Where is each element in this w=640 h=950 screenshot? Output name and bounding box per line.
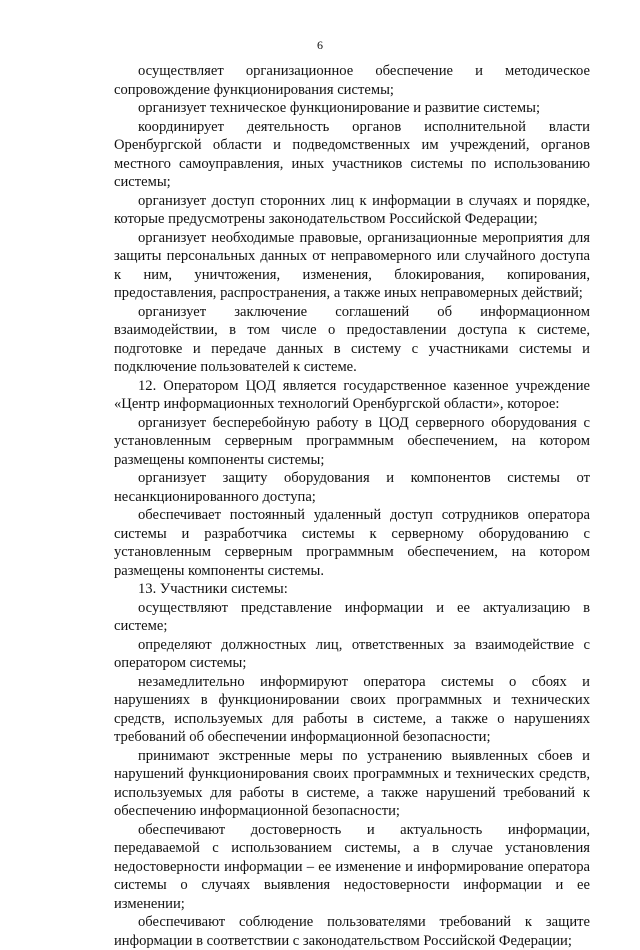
paragraph-14: незамедлительно информируют оператора системы о сбоях и нарушениях в функционировании своих программных и технических средств, используемых для работы в системе, а также о нарушениях требований об обеспечении информационной безопасности; <box>114 673 590 745</box>
paragraph-1: осуществляет организационное обеспечение и методическое сопровождение функционирования системы; <box>114 63 590 98</box>
paragraph-10: обеспечивает постоянный удаленный доступ сотрудников оператора системы и разработчика системы к серверному оборудованию с установленным серверным программным обеспечением, на котором размещены компоненты системы. <box>114 507 590 579</box>
paragraph-2: организует техническое функционирование и развитие системы; <box>138 100 540 116</box>
paragraph-13: определяют должностных лиц, ответственных за взаимодействие с оператором системы; <box>114 636 590 671</box>
paragraph-6: организует заключение соглашений об информационном взаимодействии, в том числе о предоставлении доступа к системе, подготовке и передаче данных в систему с участниками системы и подключение пользователей к системе. <box>114 303 590 375</box>
paragraph-3: координирует деятельность органов исполнительной власти Оренбургской области и подведомственных им учреждений, органов местного самоуправления, иных участников системы по использованию системы; <box>114 118 590 190</box>
paragraph-5: организует необходимые правовые, организационные мероприятия для защиты персональных данных от неправомерного или случайного доступа к ним, уничтожения, изменения, блокирования, копирования, предоставления, распространения, а также иных неправомерных действий; <box>114 229 590 301</box>
paragraph-16: обеспечивают достоверность и актуальность информации, передаваемой с использованием системы, а в случае установления недостоверности информации – ее изменение и информирование оператора системы о случаях выявления недостоверности информации и ее изменении; <box>114 821 590 912</box>
paragraph-8: организует бесперебойную работу в ЦОД серверного оборудования с установленным серверным программным обеспечением, на котором размещены компоненты системы; <box>114 414 590 468</box>
paragraph-4: организует доступ сторонних лиц к информации в случаях и порядке, которые предусмотрены законодательством Российской Федерации; <box>114 192 590 227</box>
page-number: 6 <box>317 38 323 52</box>
paragraph-12: осуществляют представление информации и ее актуализацию в системе; <box>114 599 590 634</box>
paragraph-15: принимают экстренные меры по устранению выявленных сбоев и нарушений функционирования своих программных и технических средств, используемых для работы в системе, а также нарушений требований к обеспечению информационной безопасности; <box>114 747 590 819</box>
paragraph-11: 13. Участники системы: <box>138 581 288 597</box>
paragraph-17: обеспечивают соблюдение пользователями требований к защите информации в соответствии с законодательством Российской Федерации; <box>114 914 590 949</box>
paragraph-7: 12. Оператором ЦОД является государственное казенное учреждение «Центр информационных технологий Оренбургской области», которое: <box>114 377 590 412</box>
paragraph-9: организует защиту оборудования и компонентов системы от несанкционированного доступа; <box>114 470 590 505</box>
document-body <box>114 62 590 950</box>
